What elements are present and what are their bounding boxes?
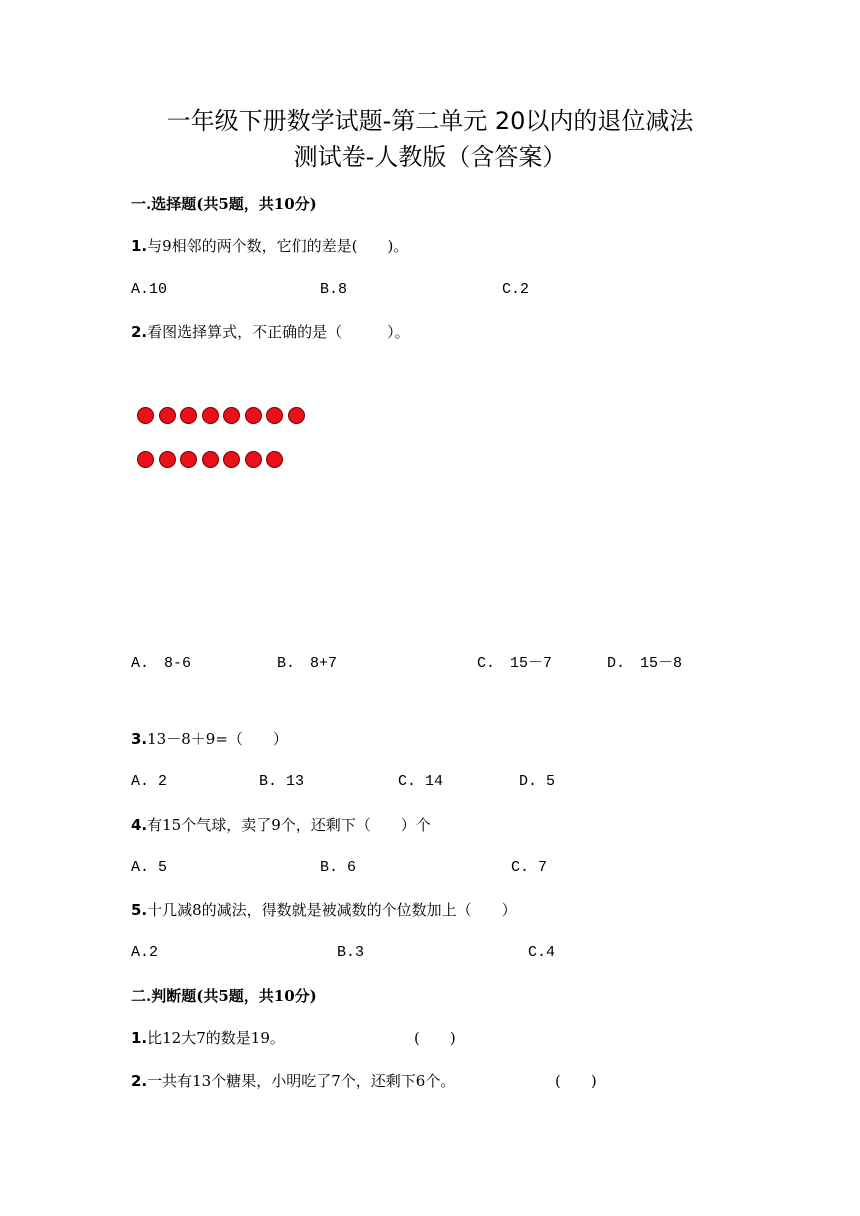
red-dot <box>266 407 283 424</box>
red-dot <box>266 451 283 468</box>
question-4 <box>131 815 431 835</box>
red-dot <box>223 451 240 468</box>
judge-blank-2[interactable]: ( ) <box>555 1072 597 1090</box>
red-dot <box>288 407 305 424</box>
q4-option-c: C. 7 <box>511 859 548 876</box>
question-1 <box>131 236 408 256</box>
q2-option-b: B. 8+7 <box>277 655 338 672</box>
judge-blank-1[interactable]: ( ) <box>414 1029 456 1047</box>
q3-option-b: B. 13 <box>259 773 305 790</box>
red-dot <box>180 407 197 424</box>
red-dot <box>137 451 154 468</box>
question-number: 2. <box>131 323 148 341</box>
question-3 <box>131 729 288 749</box>
q4-option-b: B. 6 <box>320 859 357 876</box>
q2-option-d: D. 15－8 <box>607 655 683 672</box>
question-text: 有15个气球，卖了9个，还剩下（ ）个 <box>147 816 431 834</box>
question-number: 3. <box>131 730 148 748</box>
question-2 <box>131 322 410 342</box>
red-dot <box>137 407 154 424</box>
question-text: 一共有13个糖果，小明吃了7个，还剩下6个。 <box>147 1072 456 1090</box>
red-dot <box>202 407 219 424</box>
question-number: 1. <box>131 237 148 255</box>
question-number: 1. <box>131 1029 148 1047</box>
question-text: 看图选择算式，不正确的是（ ）。 <box>147 323 410 341</box>
q5-option-b: B.3 <box>337 944 365 961</box>
q1-option-a: A.10 <box>131 281 168 298</box>
q2-option-a: A. 8-6 <box>131 655 192 672</box>
q3-option-a: A. 2 <box>131 773 168 790</box>
q1-option-c: C.2 <box>502 281 530 298</box>
red-dot <box>180 451 197 468</box>
question-text: 比12大7的数是19。 <box>147 1029 285 1047</box>
q2-option-c: C. 15－7 <box>477 655 553 672</box>
section-1-heading: 一.选择题(共5题，共10分) <box>131 195 317 213</box>
q5-option-c: C.4 <box>528 944 556 961</box>
question-text: 十几减8的减法，得数就是被减数的个位数加上（ ） <box>147 901 517 919</box>
q5-option-a: A.2 <box>131 944 159 961</box>
red-dot <box>159 451 176 468</box>
title-line-2: 测试卷-人教版（含答案） <box>293 143 567 171</box>
question-5 <box>131 900 517 920</box>
question-number: 4. <box>131 816 148 834</box>
title-line-1: 一年级下册数学试题-第二单元 20以内的退位减法 <box>166 107 694 135</box>
question-text: 与9相邻的两个数，它们的差是( )。 <box>147 237 409 255</box>
judge-question-1 <box>131 1028 285 1048</box>
q4-option-a: A. 5 <box>131 859 168 876</box>
question-text: 13－8＋9=（ ） <box>147 730 288 748</box>
red-dot <box>159 407 176 424</box>
red-dot <box>202 451 219 468</box>
q1-option-b: B.8 <box>320 281 348 298</box>
red-dot <box>245 407 262 424</box>
question-number: 5. <box>131 901 148 919</box>
red-dot <box>223 407 240 424</box>
q3-option-d: D. 5 <box>519 773 556 790</box>
section-2-heading: 二.判断题(共5题，共10分) <box>131 987 317 1005</box>
q3-option-c: C. 14 <box>398 773 444 790</box>
red-dot <box>245 451 262 468</box>
judge-question-2 <box>131 1071 455 1091</box>
question-number: 2. <box>131 1072 148 1090</box>
